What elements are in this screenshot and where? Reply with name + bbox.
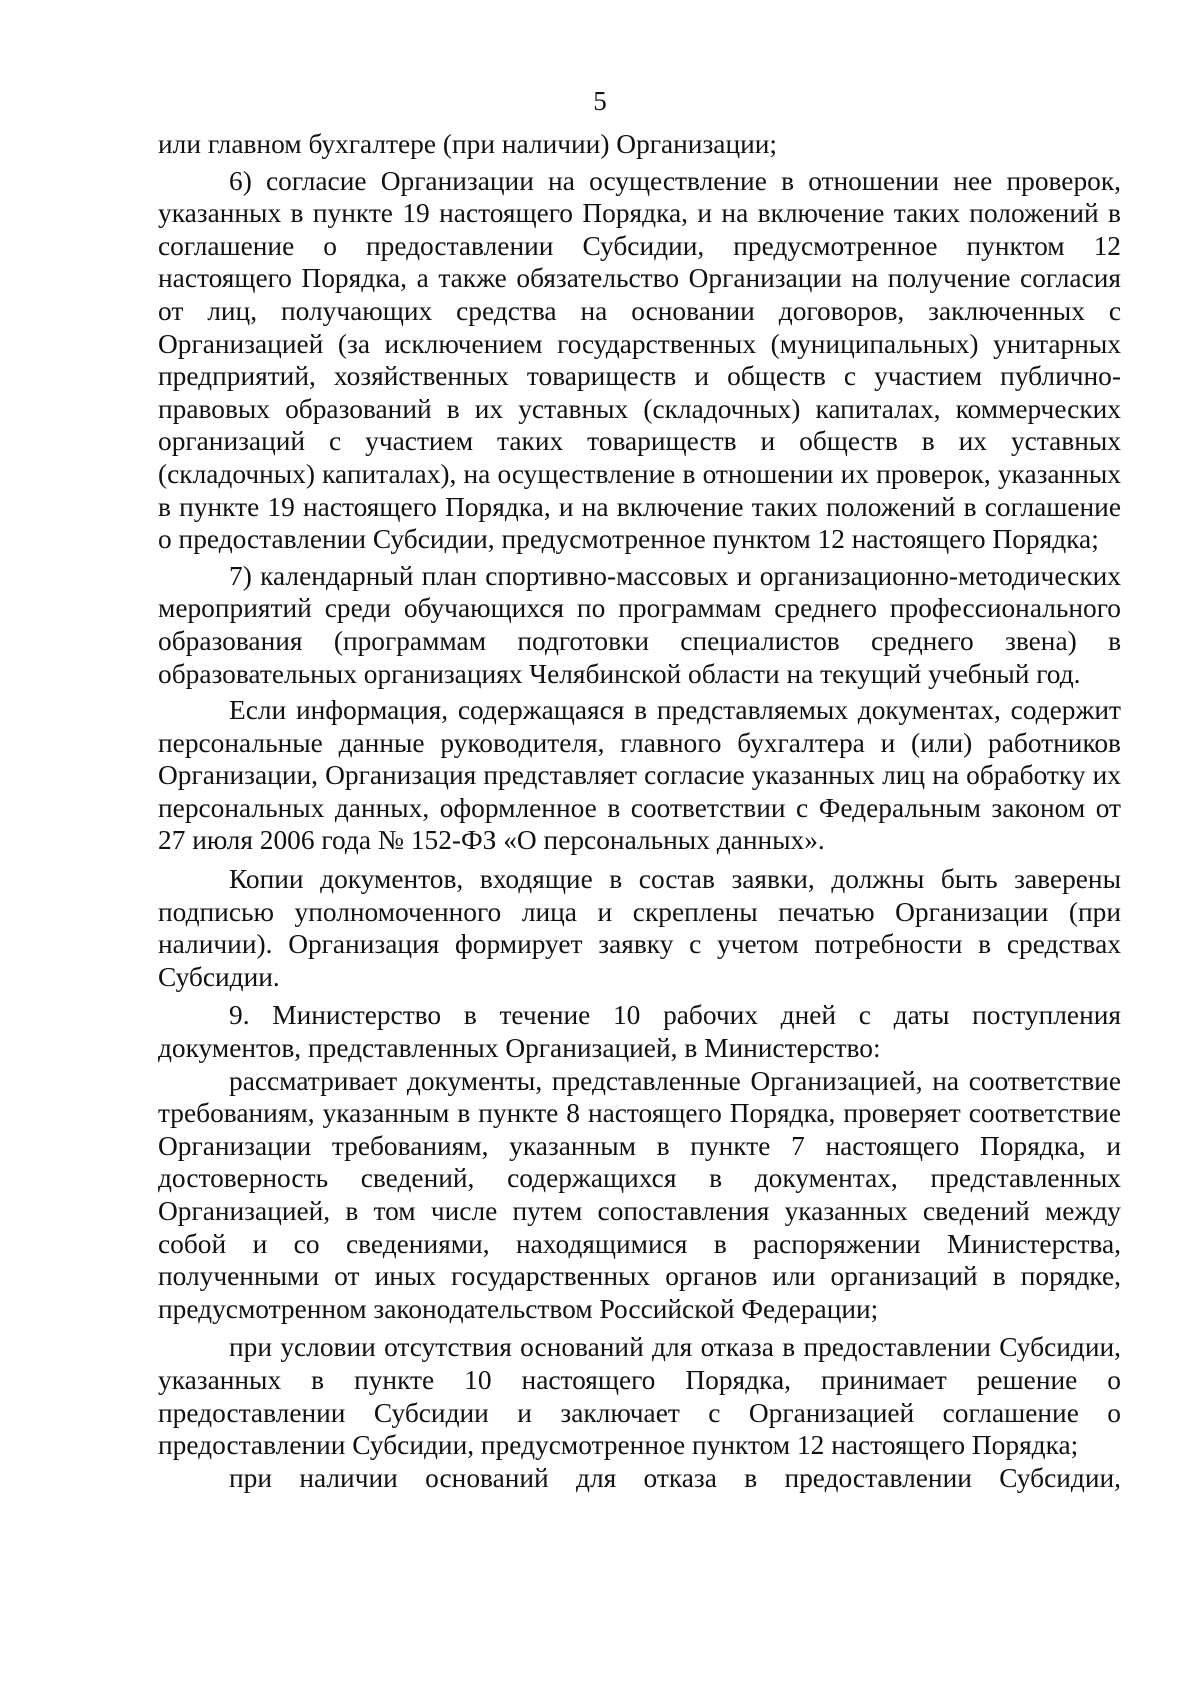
- paragraph-grant-decision: при условии отсутствия оснований для отказа в предоставлении Субсидии, указанных в пункте 10 настоящего Порядка, принимает решение о предоставлении Субсидии и заключает с Организацией соглашение о предоставлении Субсидии, предусмотренное пунктом 12 настоящего Порядка;: [158, 1332, 1121, 1461]
- page-number: 5: [593, 86, 607, 116]
- paragraph-document-copies: Копии документов, входящие в состав заявки, должны быть заверены подписью уполномоченного лица и скреплены печатью Организации (при наличии). Организация формирует заявку с учетом потребности в средствах Субсидии.: [158, 864, 1121, 992]
- paragraph-refusal-grounds: при наличии оснований для отказа в предоставлении Субсидии,: [229, 1462, 1121, 1493]
- paragraph-continuation: или главном бухгалтере (при наличии) Организации;: [158, 129, 778, 159]
- paragraph-personal-data: Если информация, содержащаяся в представляемых документах, содержит персональные данные руководителя, главного бухгалтера и (или) работников Организации, Организация представляет согласие указанных лиц на обработку их персональных данных, оформленное в соответствии с Федеральным законом от 27 июля 2006 года № 152-ФЗ «О персональных данных».: [158, 695, 1121, 856]
- paragraph-review-documents: рассматривает документы, представленные Организацией, на соответствие требованиям, указанным в пункте 8 настоящего Порядка, проверяет соответствие Организации требованиям, указанным в пункте 7 настоящего Порядка, и достоверность сведений, содержащихся в документах, представленных Организацией, в том числе путем сопоставления указанных сведений между собой и со сведениями, находящимися в распоряжении Министерства, полученными от иных государственных органов или организаций в порядке, предусмотренном законодательством Российской Федерации;: [158, 1065, 1121, 1324]
- paragraph-item-6: 6) согласие Организации на осуществление в отношении нее проверок, указанных в пункте 19 настоящего Порядка, и на включение таких положений в соглашение о предоставлении Субсидии, предусмотренное пунктом 12 настоящего Порядка, а также обязательство Организации на получение согласия от лиц, получающих средства на основании договоров, заключенных с Организацией (за исключением государственных (муниципальных) унитарных предприятий, хозяйственных товариществ и обществ с участием публично-правовых образований в их уставных (складочных) капиталах, коммерческих организаций с участием таких товариществ и обществ в их уставных (складочных) капиталах), на осуществление в отношении их проверок, указанных в пункте 19 настоящего Порядка, и на включение таких положений в соглашение о предоставлении Субсидии, предусмотренное пунктом 12 настоящего Порядка;: [158, 165, 1121, 555]
- document-body: [158, 128, 1121, 1494]
- paragraph-item-7: 7) календарный план спортивно-массовых и организационно-методических мероприятий среди обучающихся по программам среднего профессионального образования (программам подготовки специалистов среднего звена) в образовательных организациях Челябинской области на текущий учебный год.: [158, 560, 1121, 689]
- paragraph-item-9: 9. Министерство в течение 10 рабочих дней с даты поступления документов, представленных Организацией, в Министерство:: [158, 1000, 1121, 1064]
